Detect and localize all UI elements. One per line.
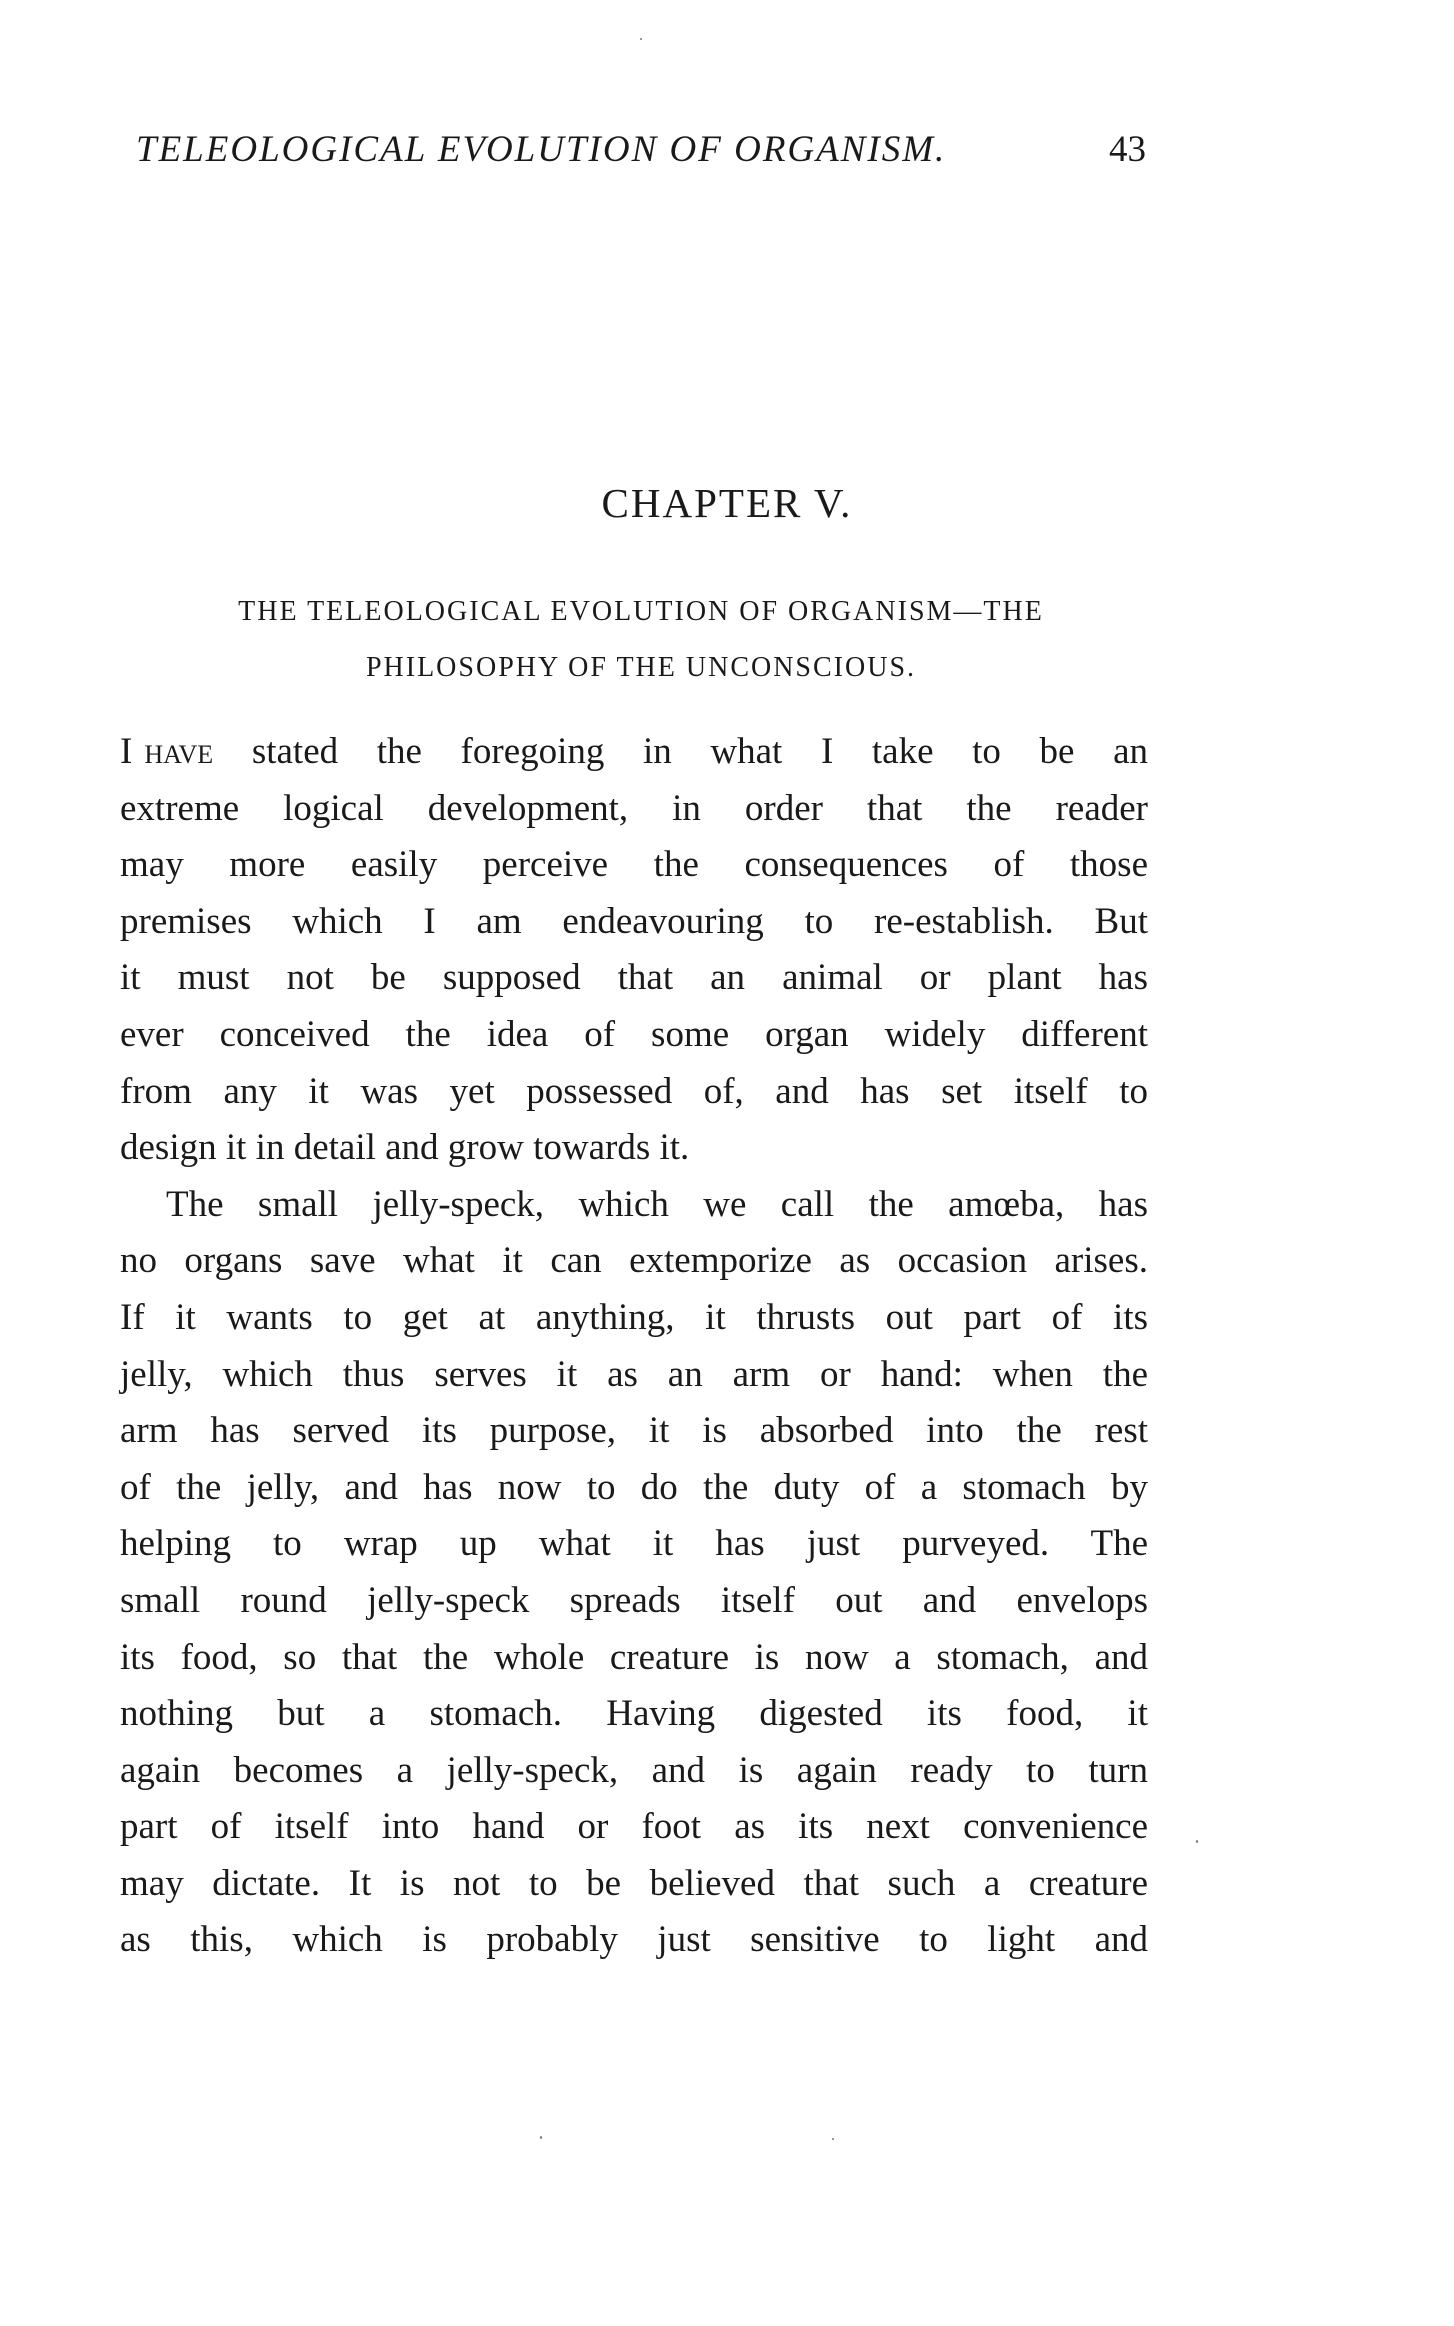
- text-line: of the jelly, and has now to do the duty of a stomach by: [120, 1466, 1148, 1508]
- small-caps-word: have: [144, 731, 214, 772]
- text-line: ever conceived the idea of some organ widely different: [120, 1013, 1148, 1055]
- paper-speck: [832, 2138, 834, 2140]
- chapter-subtitle: [136, 584, 1146, 696]
- text-line: extreme logical development, in order that the reader: [120, 787, 1148, 829]
- text-line: as this, which is probably just sensitive to light and: [120, 1919, 1148, 1961]
- text-line: it must not be supposed that an animal or plant has: [120, 957, 1148, 999]
- text-line: small round jelly-speck spreads itself out and envelops: [120, 1579, 1148, 1621]
- initial-letter: I: [120, 731, 133, 772]
- text-line: arm has served its purpose, it is absorbed into the rest: [120, 1410, 1148, 1452]
- text-line: helping to wrap up what it has just purveyed. The: [120, 1523, 1148, 1565]
- text-line: nothing but a stomach. Having digested its food, it: [120, 1693, 1148, 1735]
- text-line: [120, 724, 1148, 781]
- running-title: TELEOLOGICAL EVOLUTION OF ORGANISM.: [136, 129, 947, 170]
- text-line: from any it was yet possessed of, and has set itself to: [120, 1070, 1148, 1112]
- paper-speck: [640, 38, 642, 40]
- chapter-subtitle-line: THE TELEOLOGICAL EVOLUTION OF ORGANISM—THE: [238, 596, 1044, 627]
- body-text: [120, 724, 1148, 1969]
- paragraph: [120, 724, 1148, 1177]
- chapter-heading: CHAPTER V.: [601, 480, 853, 526]
- running-head: [136, 128, 1146, 172]
- text-line: jelly, which thus serves it as an arm or hand: when the: [120, 1353, 1148, 1395]
- text-line: may more easily perceive the consequences of those: [120, 844, 1148, 886]
- text-line: premises which I am endeavouring to re-establish. But: [120, 900, 1148, 942]
- text-line: If it wants to get at anything, it thrusts out part of its: [120, 1296, 1148, 1338]
- text-line: The small jelly-speck, which we call the amœba, has: [166, 1183, 1148, 1225]
- text-line: again becomes a jelly-speck, and is again ready to turn: [120, 1749, 1148, 1791]
- text-line: part of itself into hand or foot as its next convenience: [120, 1806, 1148, 1848]
- paper-speck: [540, 2136, 542, 2139]
- text-line-content: stated the foregoing in what I take to be an: [251, 731, 1149, 772]
- text-line: its food, so that the whole creature is now a stomach, and: [120, 1636, 1148, 1678]
- text-line: may dictate. It is not to be believed that such a creature: [120, 1862, 1148, 1904]
- text-line: design it in detail and grow towards it.: [120, 1127, 690, 1169]
- paper-speck: [1196, 1840, 1198, 1843]
- page-number: 43: [1109, 129, 1146, 170]
- paragraph: [120, 1177, 1148, 1969]
- chapter-subtitle-line: PHILOSOPHY OF THE UNCONSCIOUS.: [365, 652, 917, 683]
- text-line: no organs save what it can extemporize as occasion arises.: [120, 1240, 1148, 1282]
